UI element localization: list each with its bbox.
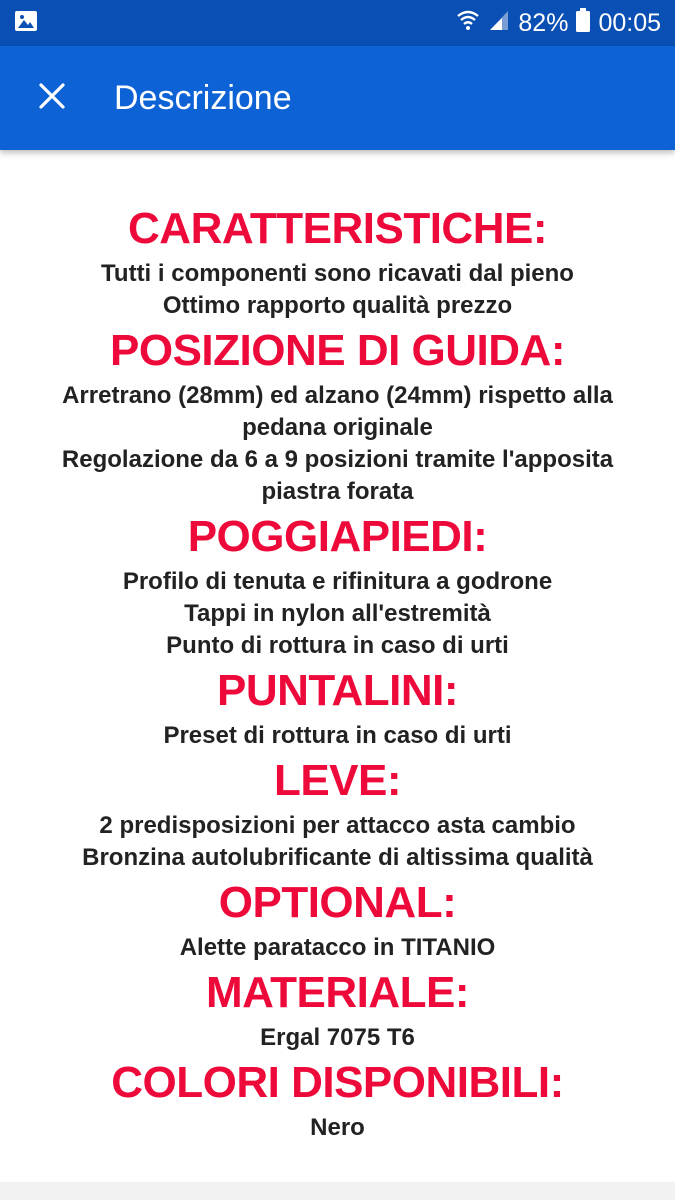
- clock: 00:05: [598, 8, 661, 37]
- section-heading: LEVE:: [273, 756, 402, 805]
- section-line: Punto di rottura in caso di urti: [166, 632, 509, 659]
- close-icon: [38, 82, 66, 115]
- gallery-notification-icon: [14, 10, 38, 37]
- section-line: Tutti i componenti sono ricavati dal pieno: [101, 260, 574, 287]
- battery-percent: 82%: [518, 8, 569, 37]
- page-title: Descrizione: [114, 78, 292, 117]
- section-heading: OPTIONAL:: [218, 878, 457, 927]
- section-line: Regolazione da 6 a 9 posizioni tramite l'apposita piastra forata: [61, 446, 614, 505]
- signal-icon: [488, 9, 510, 38]
- status-bar: [0, 0, 675, 46]
- section-line: Arretrano (28mm) ed alzano (24mm) rispetto alla pedana originale: [62, 382, 613, 441]
- section-caratteristiche: [0, 200, 675, 322]
- section-heading: COLORI DISPONIBILI:: [111, 1058, 564, 1107]
- section-line: Ottimo rapporto qualità prezzo: [162, 292, 513, 319]
- section-posizione-di-guida: [0, 322, 675, 508]
- app-bar: [0, 46, 675, 150]
- section-materiale: [0, 964, 675, 1054]
- section-line: 2 predisposizioni per attacco asta cambio: [99, 812, 576, 839]
- section-heading: POSIZIONE DI GUIDA:: [110, 326, 565, 375]
- description-content: [0, 200, 675, 1144]
- section-line: Profilo di tenuta e rifinitura a godrone: [122, 568, 553, 595]
- section-line: Bronzina autolubrificante di altissima qualità: [82, 844, 593, 871]
- section-leve: [0, 752, 675, 874]
- section-line: Preset di rottura in caso di urti: [163, 722, 512, 749]
- bottom-edge: [0, 1182, 675, 1200]
- section-optional: [0, 874, 675, 964]
- battery-icon: [576, 8, 590, 39]
- section-poggiapiedi: [0, 508, 675, 662]
- close-button[interactable]: [0, 46, 104, 150]
- wifi-icon: [456, 9, 480, 38]
- section-heading: PUNTALINI:: [216, 666, 459, 715]
- section-heading: POGGIAPIEDI:: [187, 512, 488, 561]
- section-colori-disponibili: [0, 1054, 675, 1144]
- section-puntalini: [0, 662, 675, 752]
- section-line: Nero: [310, 1114, 365, 1141]
- section-heading: MATERIALE:: [205, 968, 470, 1017]
- section-line: Tappi in nylon all'estremità: [184, 600, 491, 627]
- section-heading: CARATTERISTICHE:: [128, 204, 547, 253]
- section-line: Ergal 7075 T6: [260, 1024, 415, 1051]
- section-line: Alette paratacco in TITANIO: [179, 934, 496, 961]
